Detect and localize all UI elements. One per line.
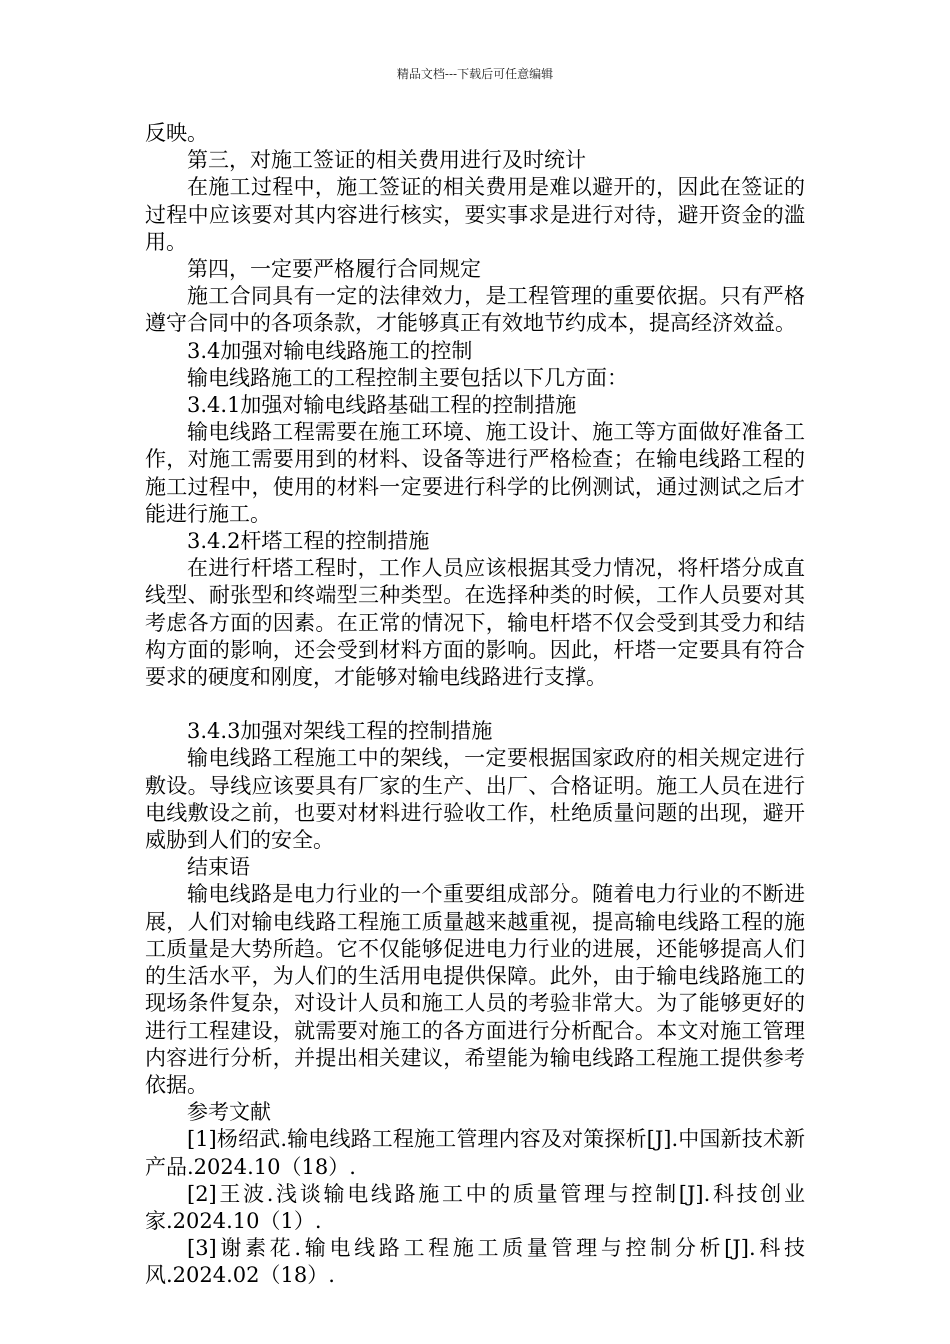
section-heading-3-4-1: 3.4.1加强对输电线路基础工程的控制措施 [187, 393, 577, 418]
page-header: 精品文档---下载后可任意编辑 [396, 67, 554, 81]
reference-item-3: [3]谢素花.输电线路工程施工质量管理与控制分析[J].科技风.2024.02（18）. [145, 1236, 805, 1288]
heading-point-three: 第三，对施工签证的相关费用进行及时统计 [187, 148, 586, 173]
paragraph-conclusion: 输电线路是电力行业的一个重要组成部分。随着电力行业的不断进展，人们对输电线路工程施工质量越来越重视，提高输电线路工程的施工质量是大势所趋。它不仅能够促进电力行业的进展，还能够提高人们的生活水平，为人们的生活用电提供保障。此外，由于输电线路施工的现场条件复杂，对设计人员和施工人员的考验非常大。为了能够更好的进行工程建设，就需要对施工的各方面进行分析配合。本文对施工管理内容进行分析，并提出相关建议，希望能为输电线路工程施工提供参考依据。 [145, 882, 805, 1097]
blank-line [145, 691, 805, 718]
section-heading-3-4: 3.4加强对输电线路施工的控制 [187, 338, 473, 363]
heading-references: 参考文献 [187, 1100, 271, 1125]
document-body [145, 120, 805, 1290]
paragraph-continuation: 反映。 [145, 121, 208, 145]
paragraph-stringing: 输电线路工程施工中的架线，一定要根据国家政府的相关规定进行敷设。导线应该要具有厂家的生产、出厂、合格证明。施工人员在进行电线敷设之前，也要对材料进行验收工作，杜绝质量问题的出现，避开威胁到人们的安全。 [145, 746, 805, 853]
section-heading-3-4-2: 3.4.2杆塔工程的控制措施 [187, 529, 430, 554]
reference-item-1: [1]杨绍武.输电线路工程施工管理内容及对策探析[J].中国新技术新产品.2024.10（18）. [145, 1127, 805, 1179]
heading-point-four: 第四，一定要严格履行合同规定 [187, 257, 481, 282]
section-heading-3-4-3: 3.4.3加强对架线工程的控制措施 [187, 719, 493, 744]
paragraph-control-intro: 输电线路施工的工程控制主要包括以下几方面： [187, 365, 628, 390]
paragraph-visa-costs: 在施工过程中，施工签证的相关费用是难以避开的，因此在签证的过程中应该要对其内容进行核实，要实事求是进行对待，避开资金的滥用。 [145, 175, 805, 254]
paragraph-tower: 在进行杆塔工程时，工作人员应该根据其受力情况，将杆塔分成直线型、耐张型和终端型三种类型。在选择种类的时候，工作人员要对其考虑各方面的因素。在正常的情况下，输电杆塔不仅会受到其受力和结构方面的影响，还会受到材料方面的影响。因此，杆塔一定要具有符合要求的硬度和刚度，才能够对输电线路进行支撑。 [145, 556, 805, 690]
paragraph-contract: 施工合同具有一定的法律效力，是工程管理的重要依据。只有严格遵守合同中的各项条款，才能够真正有效地节约成本，提高经济效益。 [145, 284, 805, 336]
paragraph-foundation: 输电线路工程需要在施工环境、施工设计、施工等方面做好准备工作，对施工需要用到的材料、设备等进行严格检查；在输电线路工程的施工过程中，使用的材料一定要进行科学的比例测试，通过测试之后才能进行施工。 [145, 420, 805, 526]
reference-item-2: [2]王波.浅谈输电线路施工中的质量管理与控制[J].科技创业家.2024.10（1）. [145, 1181, 805, 1233]
heading-conclusion: 结束语 [187, 855, 250, 880]
